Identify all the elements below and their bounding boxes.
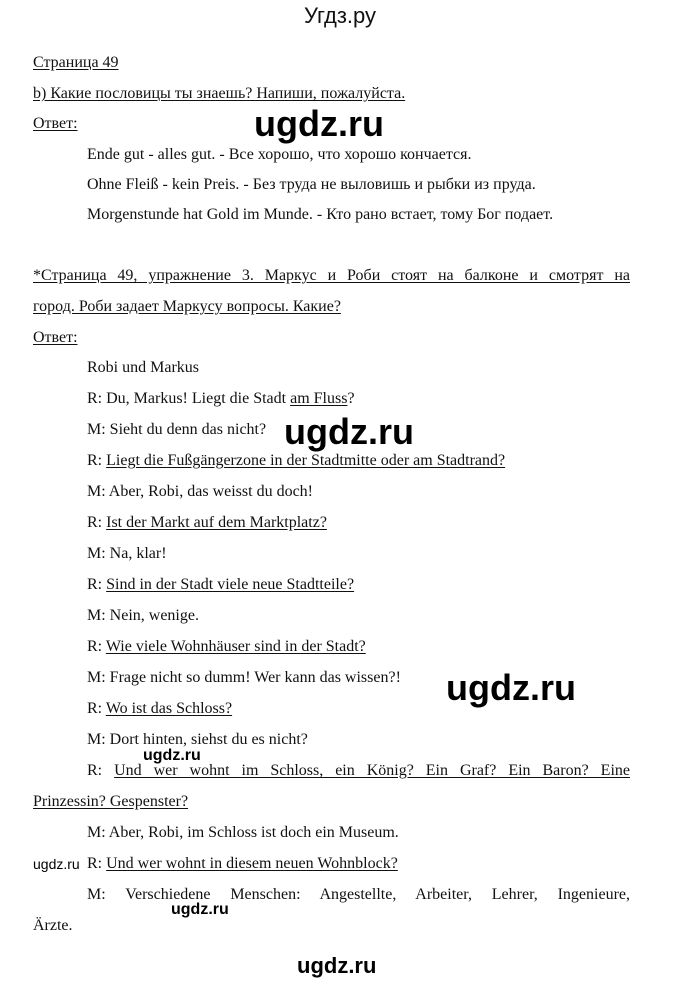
dialog-line-13 [87,761,630,781]
answer-question: Und wer wohnt im Schloss, ein König? Ein Graf? Ein Baron? Eine [114,762,630,779]
proverb-2: Ohne Fleiß - kein Preis. - Без труда не выловишь и рыбки из пруда. [87,176,536,193]
task-3-question-line2: город. Роби задает Маркусу вопросы. Какие? [33,298,341,315]
watermark: ugdz.ru [284,411,414,452]
dialog-line-15 [87,854,398,874]
site-title: Угдз.ру [303,3,377,28]
answer-question: Sind in der Stadt viele neue Stadtteile? [106,576,355,593]
dialog-line-2: M: Sieht du denn das nicht? [87,421,267,438]
dialog-line-16-continued: Ärzte. [33,917,73,934]
watermark: ugdz.ru [446,667,576,708]
dialog-line-4: M: Aber, Robi, das weisst du doch! [87,483,314,500]
watermark: ugdz.ru [143,747,201,764]
dialog-line-12: M: Dort hinten, siehst du es nicht? [87,731,308,748]
dialog-line-5 [87,513,327,533]
dialog-line-1 [87,389,355,409]
task-b-answer-label: Ответ: [33,115,78,132]
answer-question: am Fluss [290,390,348,407]
answer-question: Und wer wohnt in diesem neuen Wohnblock? [106,855,398,872]
dialog-line-6: M: Na, klar! [87,545,167,562]
speaker-text: R: Du, Markus! Liegt die Stadt [87,390,291,407]
watermark: ugdz.ru [33,856,80,872]
dialog-line-16: M: Verschiedene Menschen: Angestellte, Arbeiter, Lehrer, Ingenieure, [87,886,630,903]
answer-question: Wie viele Wohnhäuser sind in der Stadt? [105,638,366,655]
dialog-line-9 [87,637,366,657]
speaker-text: R: [87,514,107,531]
proverb-1: Ende gut - alles gut. - Все хорошо, что хорошо кончается. [87,146,472,163]
dialog-line-13-continued: Prinzessin? Gespenster? [33,793,189,810]
dialog-title: Robi und Markus [87,359,199,376]
answer-question: Ist der Markt auf dem Marktplatz? [106,514,327,531]
answer-question: Liegt die Fußgängerzone in der Stadtmitte oder am Stadtrand? [106,452,506,469]
answer-question: Wo ist das Schloss? [105,700,233,717]
speaker-text: R: [87,855,107,872]
dialog-line-14: M: Aber, Robi, im Schloss ist doch ein Museum. [87,824,399,841]
dialog-line-8: M: Nein, wenige. [87,607,199,624]
dialog-line-3 [87,451,505,471]
dialog-line-10: M: Frage nicht so dumm! Wer kann das wissen?! [87,669,401,686]
speaker-text: R: [87,700,106,717]
watermark: ugdz.ru [297,953,377,978]
watermark: ugdz.ru [171,901,229,918]
page-reference: Страница 49 [33,54,119,71]
task-3-question-line1: *Страница 49, упражнение 3. Маркус и Роби стоят на балконе и смотрят на [33,267,630,284]
speaker-text: R: [87,576,107,593]
watermark: ugdz.ru [254,103,384,144]
dialog-line-11 [87,699,232,719]
dialog-line-7 [87,575,354,595]
speaker-text: R: [87,452,107,469]
punctuation: ? [347,390,355,407]
task-b-question: b) Какие пословицы ты знаешь? Напиши, пожалуйста. [33,85,406,102]
proverb-3: Morgenstunde hat Gold im Munde. - Кто рано встает, тому Бог подает. [87,206,554,223]
task-3-answer-label: Ответ: [33,329,78,346]
speaker-text: R: [87,762,115,779]
speaker-text: R: [87,638,106,655]
